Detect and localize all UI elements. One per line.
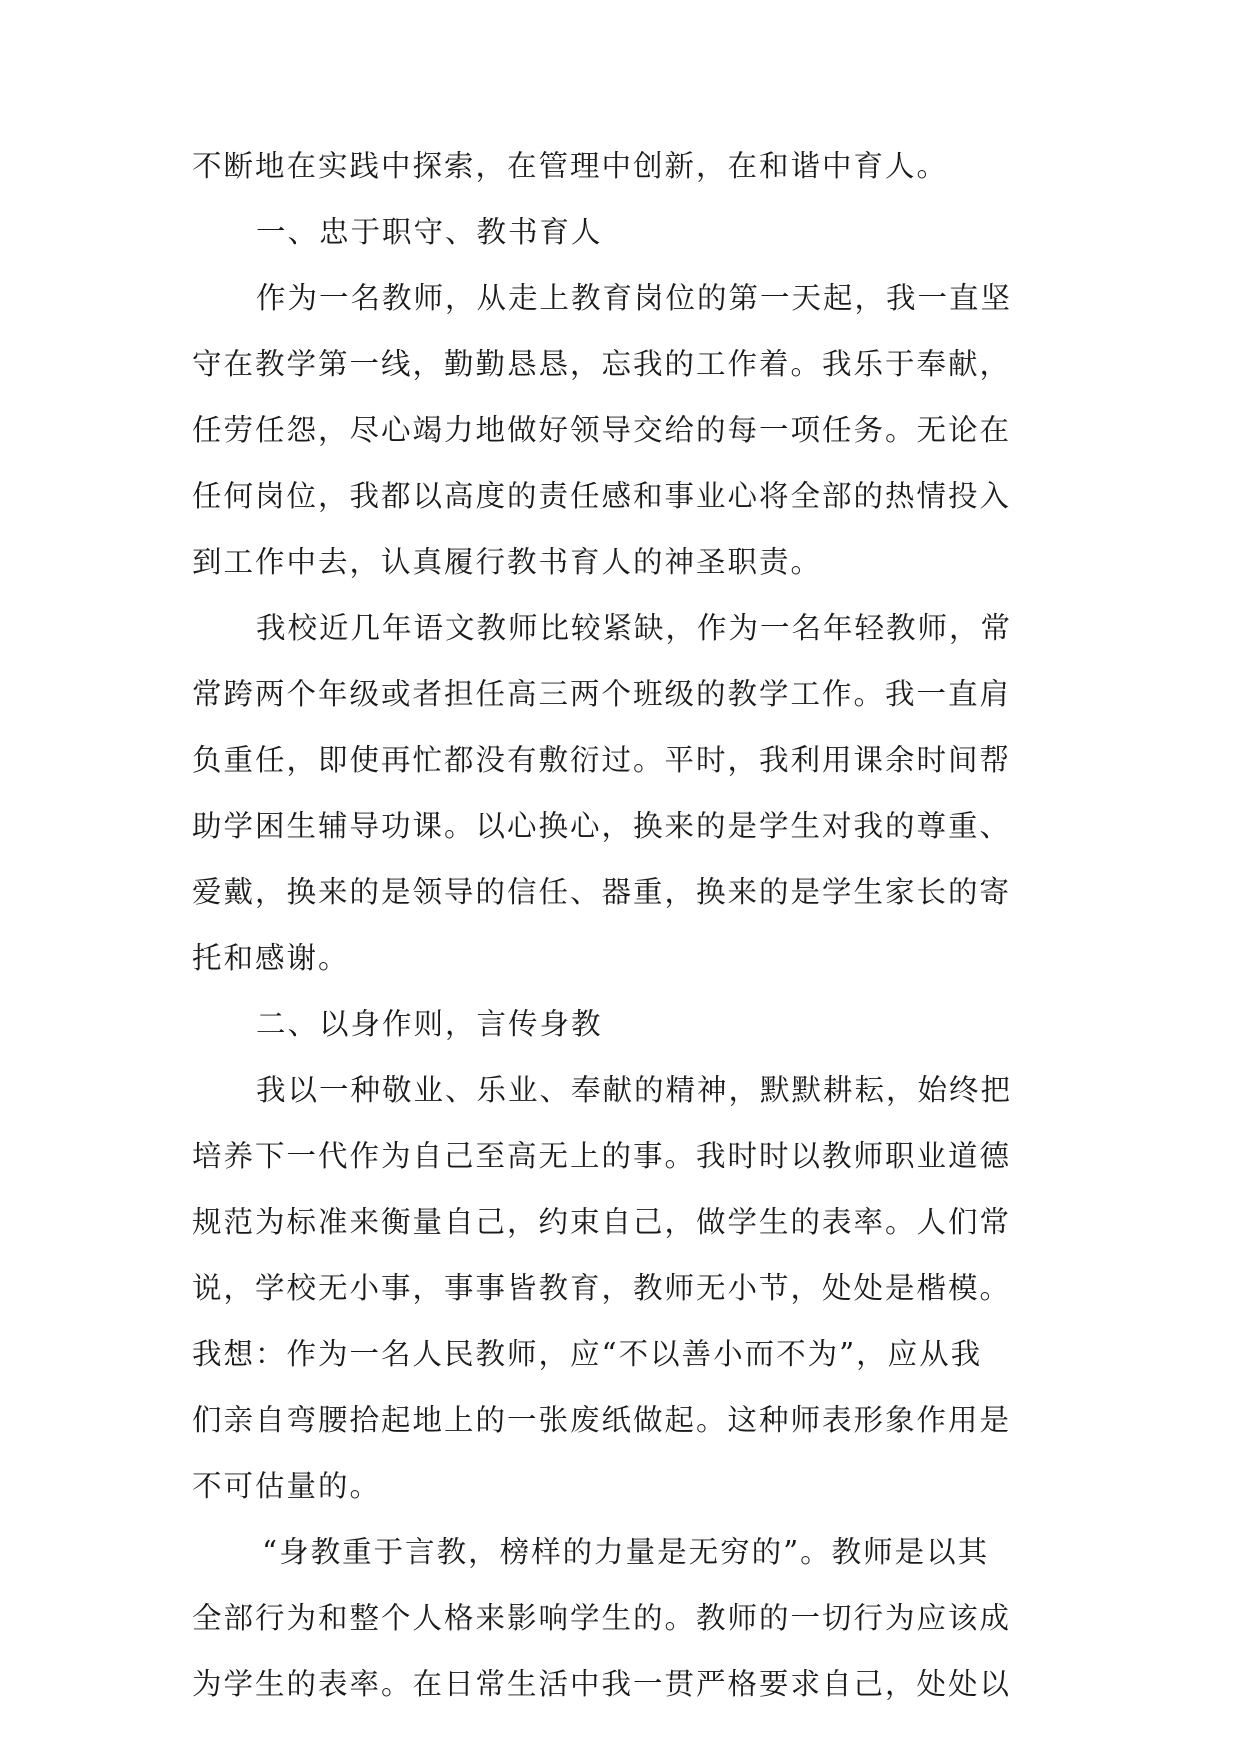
text-line: 我想：作为一名人民教师，应“不以善小而不为”，应从我	[192, 1337, 983, 1371]
text-line: 不断地在实践中探索，在管理中创新，在和谐中育人。	[192, 149, 949, 183]
text-line: 培养下一代作为自己至高无上的事。我时时以教师职业道德	[192, 1139, 1012, 1173]
text-line: 助学困生辅导功课。以心换心，换来的是学生对我的尊重、	[192, 809, 1012, 843]
text-line: 到工作中去，认真履行教书育人的神圣职责。	[192, 545, 823, 579]
text-line: 我校近几年语文教师比较紧缺，作为一名年轻教师，常	[256, 611, 1013, 645]
text-line: 为学生的表率。在日常生活中我一贯严格要求自己，处处以	[192, 1667, 1012, 1701]
text-line: 任劳任怨，尽心竭力地做好领导交给的每一项任务。无论在	[192, 413, 1012, 447]
text-line: 不可估量的。	[192, 1469, 382, 1503]
text-line: 我以一种敬业、乐业、奉献的精神，默默耕耘，始终把	[256, 1073, 1013, 1107]
section-heading: 一、忠于职守、教书育人	[256, 215, 603, 249]
text-line: 全部行为和整个人格来影响学生的。教师的一切行为应该成	[192, 1601, 1012, 1635]
text-line: 爱戴，换来的是领导的信任、器重，换来的是学生家长的寄	[192, 875, 1012, 909]
text-line: 常跨两个年级或者担任高三两个班级的教学工作。我一直肩	[192, 677, 1012, 711]
text-line: 任何岗位，我都以高度的责任感和事业心将全部的热情投入	[192, 479, 1012, 513]
text-line: 作为一名教师，从走上教育岗位的第一天起，我一直坚	[256, 281, 1013, 315]
section-heading: 二、以身作则，言传身教	[256, 1007, 603, 1041]
text-line: 规范为标准来衡量自己，约束自己，做学生的表率。人们常	[192, 1205, 1012, 1239]
text-line: 托和感谢。	[192, 941, 350, 975]
text-line: 们亲自弯腰拾起地上的一张废纸做起。这种师表形象作用是	[192, 1403, 1012, 1437]
text-line: 守在教学第一线，勤勤恳恳，忘我的工作着。我乐于奉献，	[192, 347, 1012, 381]
text-line: 负重任，即使再忙都没有敷衍过。平时，我利用课余时间帮	[192, 743, 1012, 777]
text-line: “身教重于言教，榜样的力量是无穷的”。教师是以其	[262, 1535, 990, 1569]
text-line: 说，学校无小事，事事皆教育，教师无小节，处处是楷模。	[192, 1271, 1012, 1305]
